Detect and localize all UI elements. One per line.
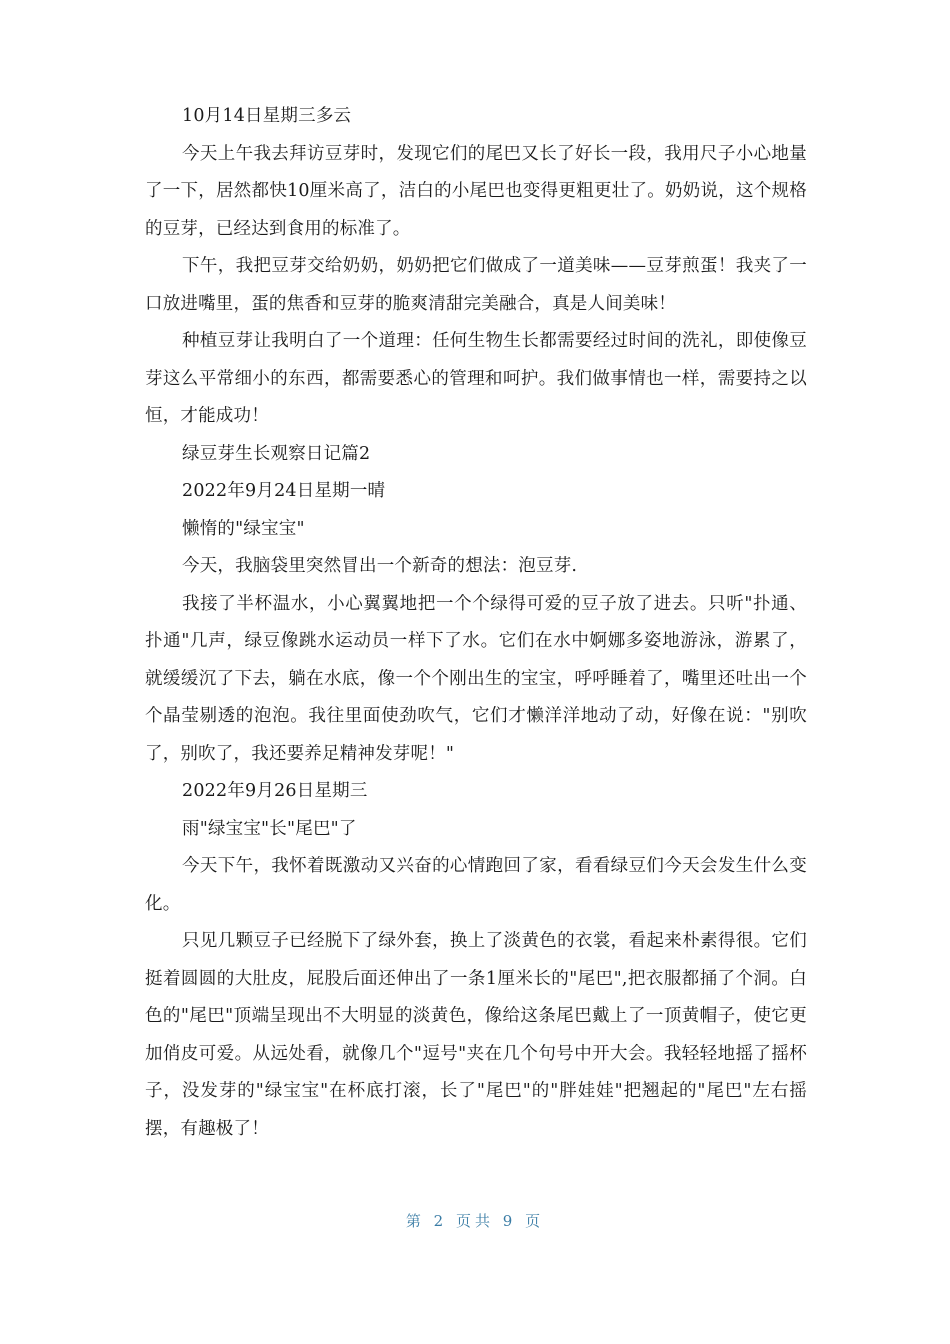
paragraph-coming-home: 今天下午，我怀着既激动又兴奋的心情跑回了家，看看绿豆们今天会发生什么变化。 xyxy=(145,856,807,914)
document-body xyxy=(145,98,807,1148)
paragraph-date-oct14: 10月14日星期三多云 xyxy=(182,106,352,126)
subheading-tail: 雨"绿宝宝"长"尾巴"了 xyxy=(182,818,357,839)
paragraph-observation: 只见几颗豆子已经脱下了绿外套，换上了淡黄色的衣裳，看起来朴素得很。它们挺着圆圆的大肚皮，屁股后面还伸出了一条1厘米长的"尾巴",把衣服都捅了个洞。白色的"尾巴"顶端呈现出不大明显的淡黄色，像给这条尾巴戴上了一顶黄帽子，使它更加俏皮可爱。从远处看，就像几个"逗号"夹在几个句号中开大会。我轻轻地摇了摇杯子，没发芽的"绿宝宝"在杯底打滚，长了"尾巴"的"胖娃娃"把翘起的"尾巴"左右摇摆，有趣极了！ xyxy=(145,931,807,1139)
paragraph-date-sep24: 2022年9月24日星期一晴 xyxy=(182,481,386,501)
paragraph-date-sep26: 2022年9月26日星期三 xyxy=(182,781,368,801)
paragraph-afternoon-cooking: 下午，我把豆芽交给奶奶，奶奶把它们做成了一道美味——豆芽煎蛋！我夹了一口放进嘴里，蛋的焦香和豆芽的脆爽清甜完美融合，真是人间美味！ xyxy=(145,256,807,314)
subheading-lazy-baby: 懒惰的"绿宝宝" xyxy=(182,518,305,539)
page-number-footer: 第 2 页共 9 页 xyxy=(405,1212,545,1230)
section-title: 绿豆芽生长观察日记篇2 xyxy=(182,443,371,464)
paragraph-lesson: 种植豆芽让我明白了一个道理：任何生物生长都需要经过时间的洗礼，即使像豆芽这么平常细小的东西，都需要悉心的管理和呵护。我们做事情也一样，需要持之以恒，才能成功！ xyxy=(145,331,807,426)
paragraph-morning-visit: 今天上午我去拜访豆芽时，发现它们的尾巴又长了好长一段，我用尺子小心地量了一下，居然都快10厘米高了，洁白的小尾巴也变得更粗更壮了。奶奶说，这个规格的豆芽，已经达到食用的标准了。 xyxy=(145,143,807,239)
paragraph-idea: 今天，我脑袋里突然冒出一个新奇的想法：泡豆芽. xyxy=(182,556,578,576)
paragraph-soaking: 我接了半杯温水，小心翼翼地把一个个绿得可爱的豆子放了进去。只听"扑通、扑通"几声，绿豆像跳水运动员一样下了水。它们在水中婀娜多姿地游泳，游累了，就缓缓沉了下去，躺在水底，像一个个刚出生的宝宝，呼呼睡着了，嘴里还吐出一个个晶莹剔透的泡泡。我往里面使劲吹气，它们才懒洋洋地动了动，好像在说："别吹了，别吹了，我还要养足精神发芽呢！" xyxy=(145,593,807,764)
